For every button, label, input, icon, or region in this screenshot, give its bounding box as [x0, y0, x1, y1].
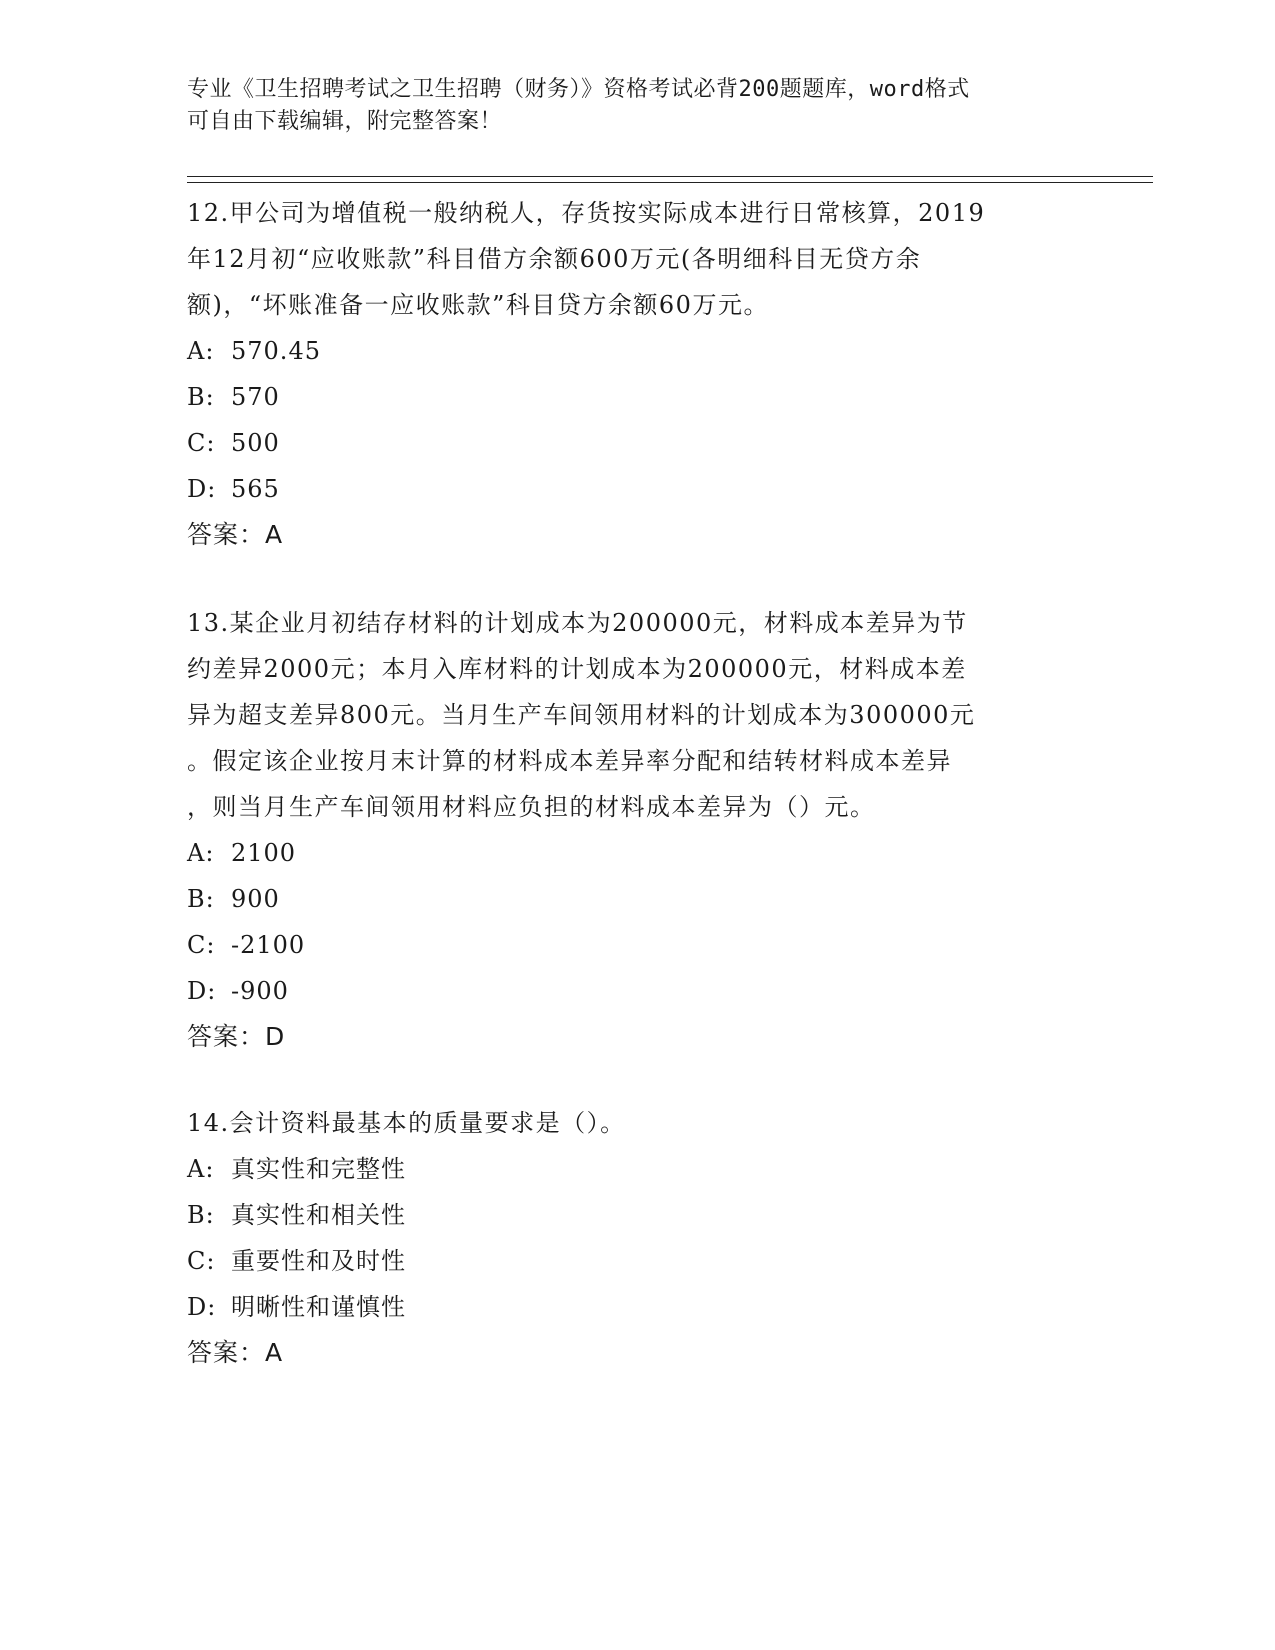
- option-letter: B:: [187, 1201, 215, 1229]
- question-line: 13.某企业月初结存材料的计划成本为200000元，材料成本差异为节: [187, 609, 968, 637]
- option-list: [187, 830, 1077, 1014]
- option-c: [187, 922, 1077, 968]
- question-line: 异为超支差异800元。当月生产车间领用材料的计划成本为300000元: [187, 701, 976, 729]
- option-value: 真实性和完整性: [231, 1155, 406, 1183]
- question-12: [187, 190, 1077, 558]
- option-value: 真实性和相关性: [231, 1201, 406, 1229]
- option-d: [187, 968, 1077, 1014]
- option-d: [187, 1284, 1077, 1330]
- option-c: [187, 420, 1077, 466]
- question-14: [187, 1100, 1077, 1376]
- option-value: 明晰性和谨慎性: [231, 1293, 406, 1321]
- option-letter: C:: [187, 1247, 216, 1275]
- option-list: [187, 328, 1077, 512]
- option-letter: D:: [187, 475, 217, 503]
- question-text: [187, 600, 1077, 830]
- option-letter: A:: [187, 1155, 215, 1183]
- option-letter: B:: [187, 885, 215, 913]
- answer-line: 答案：A: [187, 1338, 284, 1367]
- question-text: [187, 190, 1077, 328]
- option-value: 570: [231, 383, 280, 411]
- question-text: [187, 1100, 1077, 1146]
- option-list: [187, 1146, 1077, 1330]
- option-value: 570.45: [231, 337, 321, 365]
- option-value: 重要性和及时性: [231, 1247, 406, 1275]
- answer-line: 答案：A: [187, 520, 284, 549]
- header-line: 专业《卫生招聘考试之卫生招聘（财务）》资格考试必背200题题库，word格式: [187, 77, 970, 102]
- option-a: [187, 830, 1077, 876]
- option-letter: C:: [187, 931, 216, 959]
- option-value: 500: [231, 429, 280, 457]
- option-c: [187, 1238, 1077, 1284]
- option-letter: C:: [187, 429, 216, 457]
- question-line: 年12月初“应收账款”科目借方余额600万元(各明细科目无贷方余: [187, 245, 922, 273]
- question-line: ，则当月生产车间领用材料应负担的材料成本差异为（）元。: [187, 793, 876, 821]
- option-b: [187, 1192, 1077, 1238]
- option-b: [187, 876, 1077, 922]
- option-letter: A:: [187, 839, 215, 867]
- option-b: [187, 374, 1077, 420]
- header-divider: [187, 182, 1153, 183]
- option-a: [187, 1146, 1077, 1192]
- question-line: 12.甲公司为增值税一般纳税人，存货按实际成本进行日常核算，2019: [187, 199, 986, 227]
- question-line: 。假定该企业按月末计算的材料成本差异率分配和结转材料成本差异: [187, 747, 952, 775]
- option-letter: A:: [187, 337, 215, 365]
- option-value: 900: [231, 885, 280, 913]
- answer-line: 答案：D: [187, 1022, 286, 1051]
- question-line: 额)，“坏账准备一应收账款”科目贷方余额60万元。: [187, 291, 769, 319]
- option-value: 2100: [231, 839, 297, 867]
- option-letter: D:: [187, 977, 217, 1005]
- header-divider: [187, 176, 1153, 177]
- question-line: 14.会计资料最基本的质量要求是（）。: [187, 1109, 626, 1137]
- option-letter: D:: [187, 1293, 217, 1321]
- question-13: [187, 600, 1077, 1060]
- option-value: 565: [231, 475, 280, 503]
- option-value: -900: [231, 977, 289, 1005]
- option-value: -2100: [231, 931, 306, 959]
- document-header: [187, 74, 1087, 138]
- header-line: 可自由下载编辑，附完整答案！: [187, 109, 503, 134]
- option-d: [187, 466, 1077, 512]
- option-letter: B:: [187, 383, 215, 411]
- question-line: 约差异2000元；本月入库材料的计划成本为200000元，材料成本差: [187, 655, 967, 683]
- option-a: [187, 328, 1077, 374]
